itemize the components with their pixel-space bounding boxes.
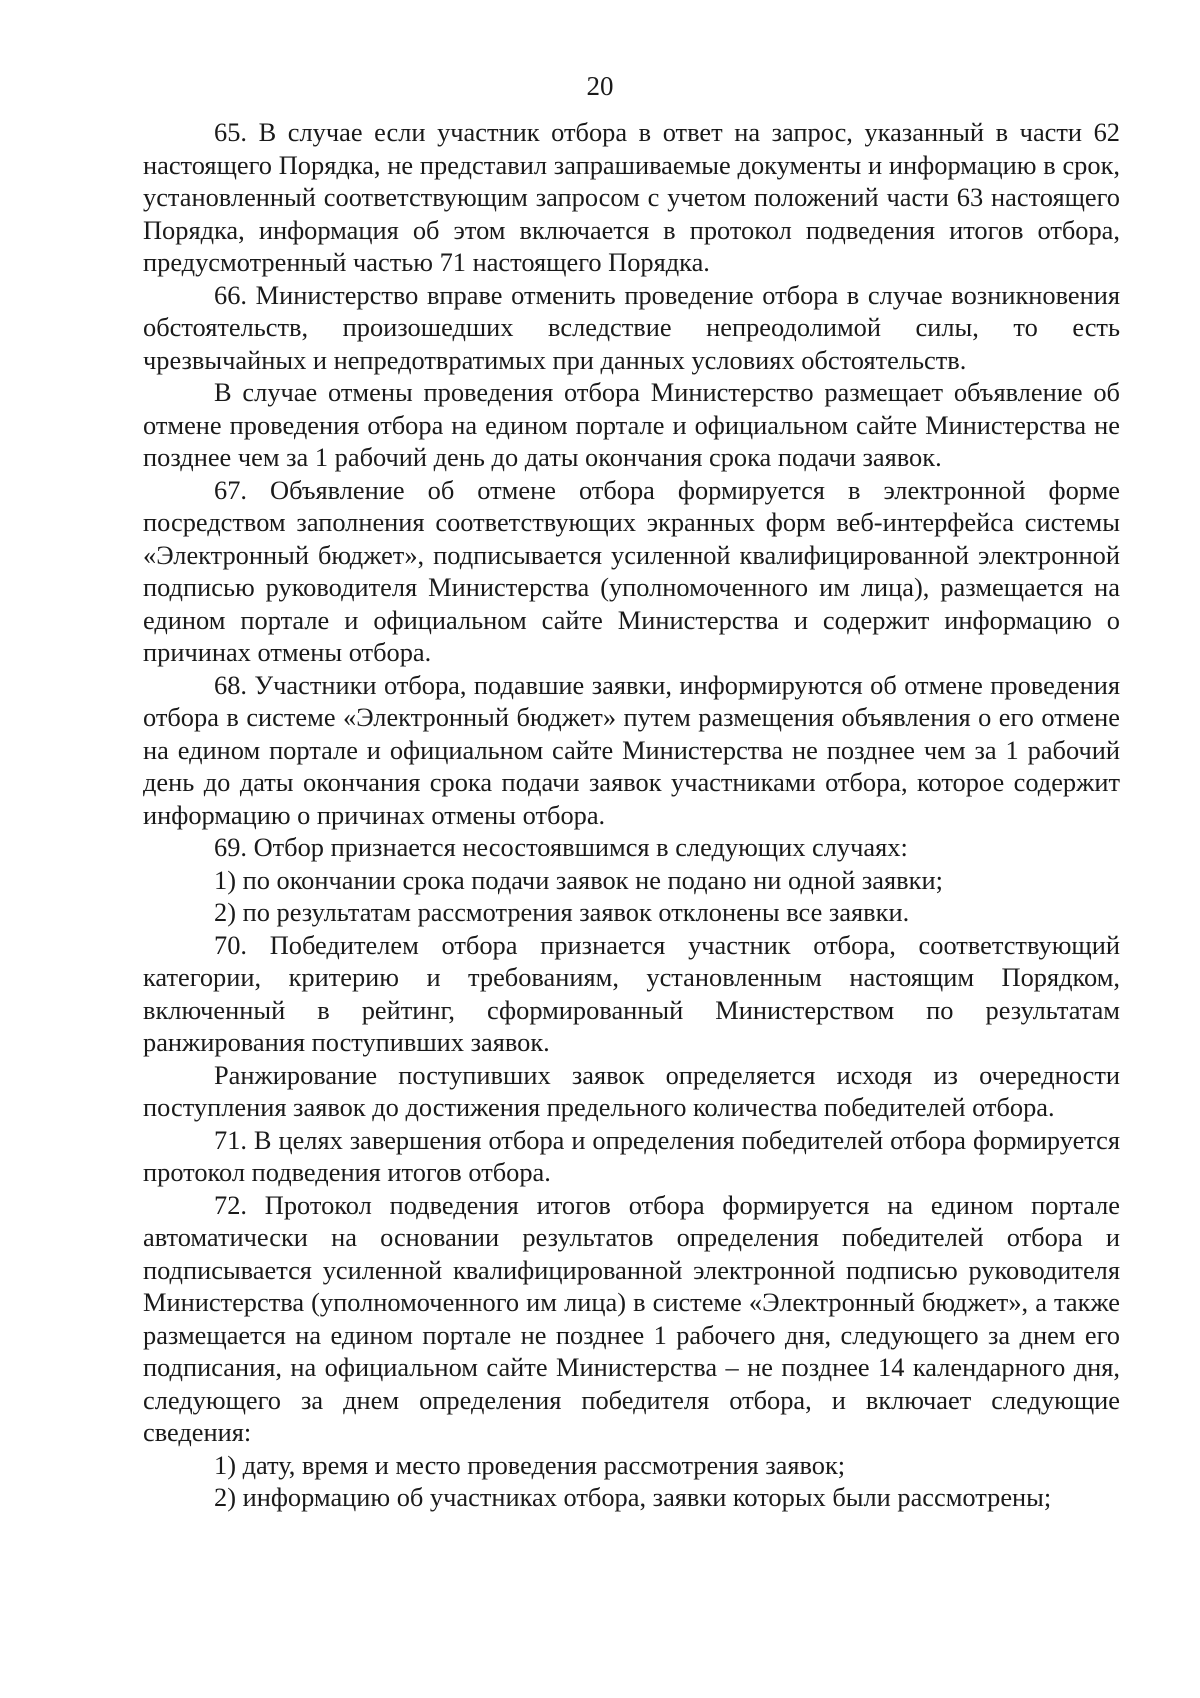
paragraph-72: 72. Протокол подведения итогов отбора формируется на едином портале автоматически на основании результатов определения победителей отбора и подписывается усиленной квалифицированной электронной подписью руководителя Министерства (уполномоченного им лица) в системе «Электронный бюджет», а также размещается на едином портале не позднее 1 рабочего дня, следующего за днем его подписания, на официальном сайте Министерства – не позднее 14 календарного дня, следующего за днем определения победителя отбора, и включает следующие сведения: <box>143 1189 1120 1447</box>
list-item-72-2: 2) информацию об участниках отбора, заявки которых были рассмотрены; <box>214 1482 1052 1512</box>
paragraph-68: 68. Участники отбора, подавшие заявки, информируются об отмене проведения отбора в системе «Электронный бюджет» путем размещения объявления о его отмене на едином портале и официальном сайте Министерства не позднее чем за 1 рабочий день до даты окончания срока подачи заявок участниками отбора, которое содержит информацию о причинах отмены отбора. <box>143 669 1120 830</box>
paragraph-67: 67. Объявление об отмене отбора формируется в электронной форме посредством заполнения соответствующих экранных форм веб-интерфейса системы «Электронный бюджет», подписывается усиленной квалифицированной электронной подписью руководителя Министерства (уполномоченного им лица), размещается на едином портале и официальном сайте Министерства и содержит информацию о причинах отмены отбора. <box>143 474 1120 667</box>
list-item-69-1: 1) по окончании срока подачи заявок не подано ни одной заявки; <box>214 864 943 895</box>
paragraph-70: 70. Победителем отбора признается участник отбора, соответствующий категории, критерию и требованиям, установленным настоящим Порядком, включенный в рейтинг, сформированный Министерством по результатам ранжирования поступивших заявок. <box>143 929 1120 1057</box>
document-body <box>143 116 1120 1514</box>
paragraph-69: 69. Отбор признается несостоявшимся в следующих случаях: <box>214 832 908 862</box>
list-item-69-2: 2) по результатам рассмотрения заявок отклонены все заявки. <box>214 897 910 927</box>
paragraph-66: 66. Министерство вправе отменить проведение отбора в случае возникновения обстоятельств, произошедших вследствие непреодолимой силы, то есть чрезвычайных и непредотвратимых при данных условиях обстоятельств. <box>143 279 1120 375</box>
paragraph-66-cancellation-notice: В случае отмены проведения отбора Министерство размещает объявление об отмене проведения отбора на едином портале и официальном сайте Министерства не позднее чем за 1 рабочий день до даты окончания срока подачи заявок. <box>143 377 1120 472</box>
paragraph-70-ranking: Ранжирование поступивших заявок определяется исходя из очередности поступления заявок до достижения предельного количества победителей отбора. <box>143 1059 1120 1122</box>
page-number: 20 <box>586 71 614 101</box>
list-item-72-1: 1) дату, время и место проведения рассмотрения заявок; <box>214 1449 846 1480</box>
paragraph-65: 65. В случае если участник отбора в ответ на запрос, указанный в части 62 настоящего Порядка, не представил запрашиваемые документы и информацию в срок, установленный соответствующим запросом с учетом положений части 63 настоящего Порядка, информация об этом включается в протокол подведения итогов отбора, предусмотренный частью 71 настоящего Порядка. <box>143 117 1120 277</box>
paragraph-71: 71. В целях завершения отбора и определения победителей отбора формируется протокол подведения итогов отбора. <box>143 1124 1120 1187</box>
